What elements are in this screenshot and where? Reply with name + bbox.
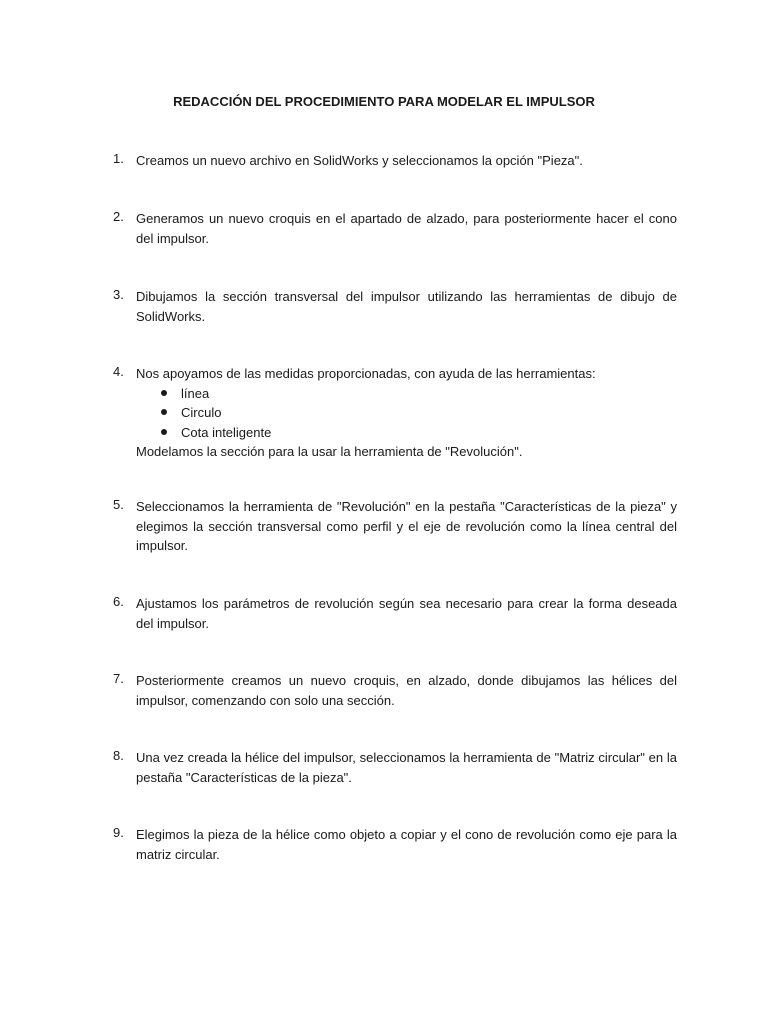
step-number: 1. [113, 151, 124, 166]
step-number: 8. [113, 748, 124, 763]
step-5 [113, 497, 677, 556]
document-title: REDACCIÓN DEL PROCEDIMIENTO PARA MODELAR EL IMPULSOR [173, 94, 595, 109]
step-7 [113, 671, 677, 710]
step-text [136, 364, 677, 462]
tool-bullet-list [136, 384, 677, 443]
step-text: Posteriormente creamos un nuevo croquis, en alzado, donde dibujamos las hélices del impulsor, comenzando con solo una sección. [136, 673, 677, 708]
step-text: Generamos un nuevo croquis en el apartado de alzado, para posteriormente hacer el cono del impulsor. [136, 211, 677, 246]
bullet-icon [161, 429, 167, 435]
step-1 [113, 151, 677, 171]
step-9 [113, 825, 677, 864]
bullet-item: Cota inteligente [136, 423, 677, 443]
step-number: 9. [113, 825, 124, 840]
step-followup: Modelamos la sección para la usar la herramienta de "Revolución". [136, 444, 523, 459]
step-8 [113, 748, 677, 787]
step-number: 7. [113, 671, 124, 686]
step-number: 2. [113, 209, 124, 224]
bullet-icon [161, 409, 167, 415]
step-text: Seleccionamos la herramienta de "Revolución" en la pestaña "Características de la pieza" y elegimos la sección transversal como perfil y el eje de revolución como la línea central del impulsor. [136, 499, 677, 553]
step-3 [113, 287, 677, 326]
step-text: Dibujamos la sección transversal del impulsor utilizando las herramientas de dibujo de SolidWorks. [136, 289, 677, 324]
step-4 [113, 364, 677, 462]
step-text: Ajustamos los parámetros de revolución según sea necesario para crear la forma deseada del impulsor. [136, 596, 677, 631]
bullet-item: línea [136, 384, 677, 404]
step-number: 5. [113, 497, 124, 512]
step-text: Creamos un nuevo archivo en SolidWorks y seleccionamos la opción "Pieza". [136, 153, 583, 168]
bullet-icon [161, 390, 167, 396]
step-number: 3. [113, 287, 124, 302]
step-6 [113, 594, 677, 633]
step-text: Elegimos la pieza de la hélice como objeto a copiar y el cono de revolución como eje para la matriz circular. [136, 827, 677, 862]
step-text: Una vez creada la hélice del impulsor, seleccionamos la herramienta de "Matriz circular" en la pestaña "Características de la pieza". [136, 750, 677, 785]
bullet-item: Circulo [136, 403, 677, 423]
step-2 [113, 209, 677, 248]
step-intro: Nos apoyamos de las medidas proporcionadas, con ayuda de las herramientas: [136, 366, 596, 381]
step-number: 4. [113, 364, 124, 379]
step-number: 6. [113, 594, 124, 609]
